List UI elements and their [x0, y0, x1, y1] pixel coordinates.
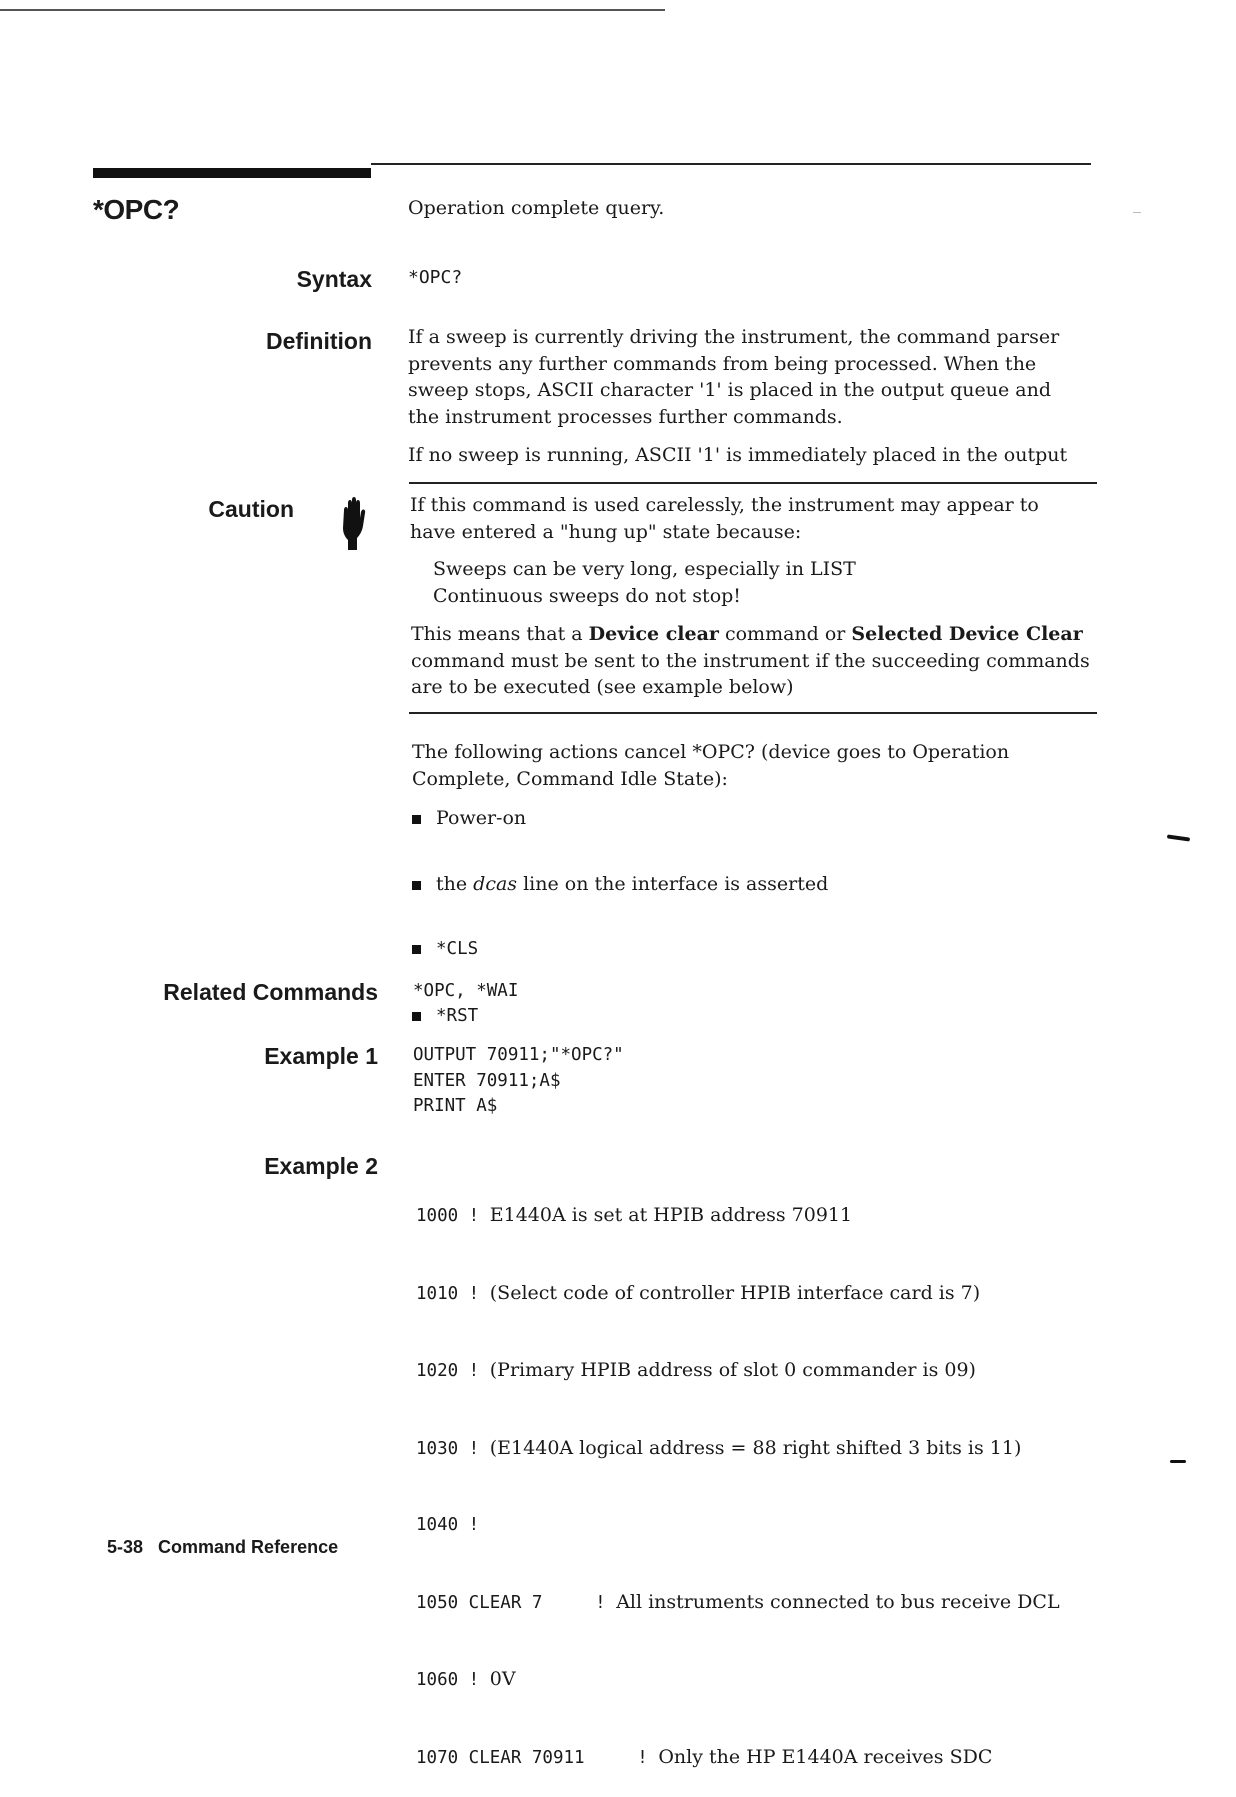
code-part: 1000 ! [416, 1206, 490, 1226]
syntax-label: Syntax [296, 266, 372, 292]
definition-label: Definition [265, 328, 372, 354]
cancel-item-rst [410, 1002, 1136, 1030]
page-footer [107, 1537, 338, 1558]
selected-device-clear-term: Selected Device Clear [851, 623, 1083, 645]
example-2-label: Example 2 [264, 1153, 378, 1179]
related-commands-text: *OPC, *WAI [413, 981, 519, 1001]
caution-bottom-rule [409, 712, 1097, 714]
code-line [416, 1281, 1060, 1308]
comment-part: (Select code of controller HPIB interface card is 7) [489, 1281, 981, 1304]
code-part: 1030 ! [416, 1438, 490, 1459]
code-part: 1020 ! [416, 1361, 490, 1381]
code-part: 1070 CLEAR 70911 ! [416, 1747, 659, 1768]
comment-part: (E1440A logical address = 88 right shifted 3 bits is 11) [489, 1436, 1022, 1459]
definition-paragraph-2: If no sweep is running, ASCII '1' is immediately placed in the output [408, 444, 1068, 466]
scan-mark [1167, 834, 1190, 841]
example-1-code [413, 1043, 624, 1120]
code-line [416, 1358, 1060, 1385]
example-1-label: Example 1 [264, 1043, 378, 1069]
code-line [416, 1667, 1060, 1694]
caution-reason-2: Continuous sweeps do not stop! [433, 585, 741, 607]
comment-part: E1440A is set at HPIB address 70911 [489, 1204, 853, 1226]
cancel-item-text: Power-on [436, 807, 527, 829]
caution-text-e: command must be sent to the instrument if the succeeding commands are to be executed (see example below) [411, 649, 1090, 698]
code-line [416, 1513, 1060, 1539]
code-line: ENTER 70911;A$ [413, 1070, 561, 1091]
syntax-text: *OPC? [408, 267, 463, 288]
comment-part: All instruments connected to bus receive DCL [616, 1590, 1060, 1613]
example-2-code [416, 1152, 1060, 1797]
caution-reason-1: Sweeps can be very long, especially in LIST [433, 558, 856, 580]
comment-part: 0V [489, 1668, 516, 1690]
page-title: *OPC? [93, 194, 180, 225]
code-part: 1060 ! [416, 1670, 490, 1690]
comment-part: (Primary HPIB address of slot 0 commander is 09) [489, 1359, 976, 1381]
code-line [416, 1590, 1060, 1617]
page-number: 5-38 [107, 1537, 144, 1557]
caution-text-c: command or [718, 623, 852, 645]
dcas-term: dcas [473, 872, 518, 895]
summary-text: Operation complete query. [408, 197, 665, 219]
cancel-item-text: the [436, 872, 474, 895]
related-commands-label: Related Commands [163, 979, 378, 1005]
caution-text-a: This means that a [411, 623, 589, 645]
caution-label: Caution [208, 496, 294, 522]
code-line: PRINT A$ [413, 1096, 498, 1116]
section-name: Command Reference [158, 1537, 339, 1557]
cancel-item-power-on [410, 805, 1136, 832]
cancel-intro: The following actions cancel *OPC? (device goes to Operation Complete, Command Idle State): [412, 741, 1010, 790]
code-line: OUTPUT 70911;"*OPC?" [413, 1045, 624, 1065]
code-part: 1010 ! [416, 1283, 490, 1304]
device-clear-term: Device clear [588, 623, 719, 645]
heading-rule [371, 163, 1091, 165]
top-rule [0, 9, 665, 11]
cancel-item-text: line on the interface is asserted [517, 872, 829, 895]
scan-mark [1133, 212, 1141, 213]
cancel-item-text: *CLS [436, 939, 479, 959]
code-part: 1040 ! [416, 1515, 480, 1535]
hand-stop-icon [337, 496, 371, 550]
code-line [416, 1203, 1060, 1230]
code-line [416, 1745, 1060, 1772]
comment-part: Only the HP E1440A receives SDC [658, 1745, 993, 1768]
caution-paragraph-2 [411, 621, 1091, 701]
cancel-item-text: *RST [436, 1005, 479, 1026]
definition-paragraph-1: If a sweep is currently driving the instrument, the command parser prevents any further commands from being processed. When the sweep stops, ASCII character '1' is placed in the output queue and the instrument processes further commands. [408, 326, 1060, 428]
caution-top-rule [409, 482, 1097, 484]
code-line [416, 1436, 1060, 1463]
heading-bar [93, 168, 371, 178]
code-part: 1050 CLEAR 7 ! [416, 1592, 617, 1613]
caution-paragraph-1: If this command is used carelessly, the instrument may appear to have entered a "hung up" state because: [410, 494, 1039, 543]
scan-mark [1170, 1460, 1186, 1463]
cancel-item-dcas [410, 871, 1136, 898]
cancel-item-cls [410, 935, 1136, 963]
